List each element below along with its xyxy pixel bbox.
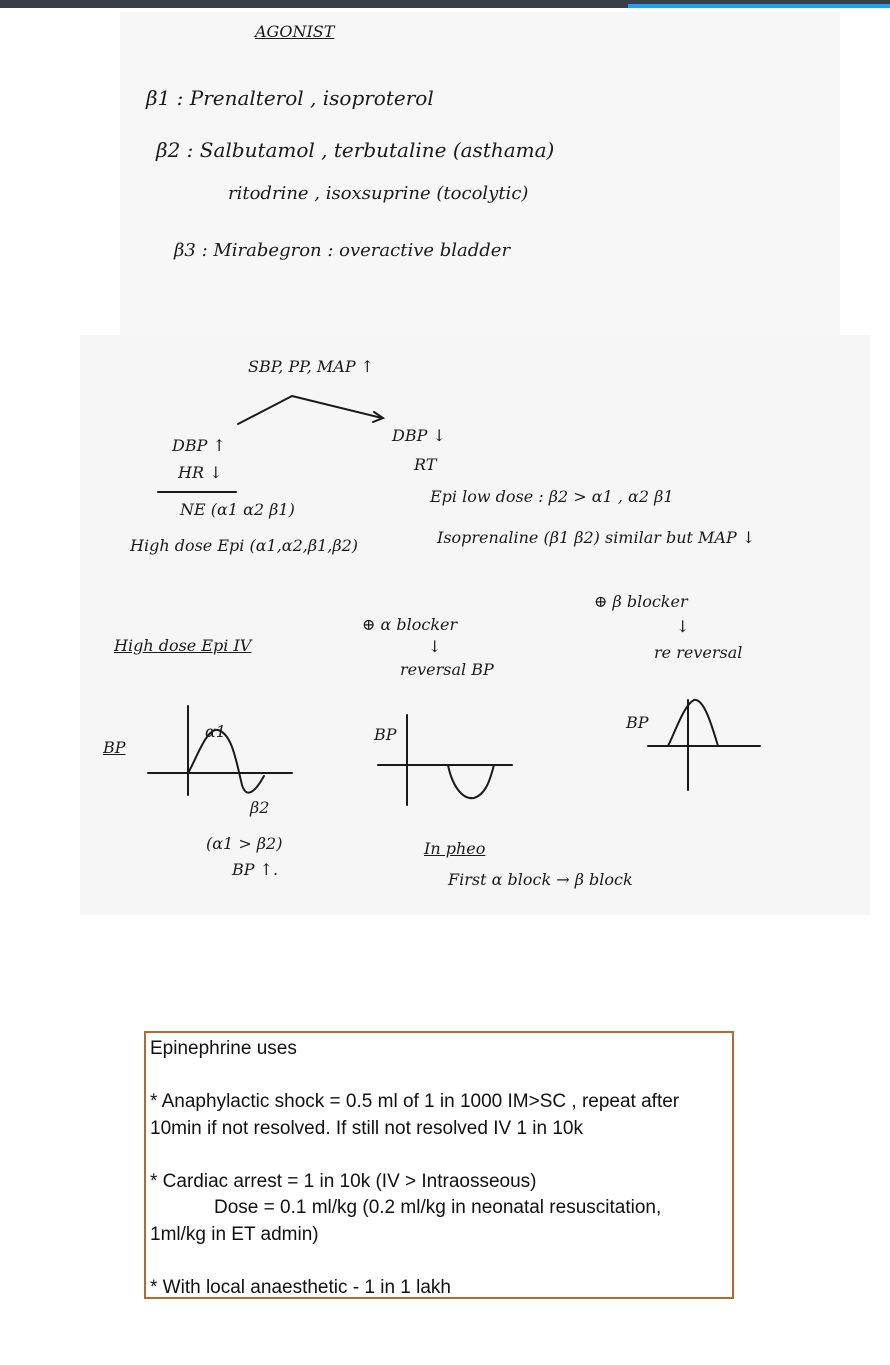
graph2-note1: In pheo [424, 839, 486, 858]
note-effect-top: SBP, PP, MAP ↑ [248, 357, 375, 376]
graph2-title-2: ↓ [428, 637, 442, 656]
graph3-title-1: ⊕ β blocker [594, 592, 688, 611]
epinephrine-uses-box [144, 1031, 734, 1299]
note-right-1: DBP ↓ [392, 426, 446, 445]
graph2-title-3: reversal BP [400, 660, 494, 679]
top-bar [0, 0, 890, 8]
note-b3: β3 : Mirabegron : overactive bladder [174, 240, 511, 261]
note-left-4: High dose Epi (α1,α2,β1,β2) [130, 536, 359, 555]
note-right-4: Isoprenaline (β1 β2) similar but MAP ↓ [437, 528, 756, 547]
handwritten-note-bottom [80, 335, 870, 915]
box-line6: * With local anaesthetic - 1 in 1 lakh [150, 1276, 451, 1298]
graph1-trough-label: β2 [250, 798, 270, 817]
box-line4: Dose = 0.1 ml/kg (0.2 ml/kg in neonatal resuscitation, [214, 1197, 662, 1218]
graph1-peak-label: α1 [205, 722, 226, 741]
note-left-2: HR ↓ [178, 463, 223, 482]
handwritten-note-top [120, 12, 840, 342]
note-right-3: Epi low dose : β2 > α1 , α2 β1 [430, 487, 674, 506]
note-b2-line1: β2 : Salbutamol , terbutaline (asthama) [156, 138, 555, 162]
graph3-title-2: ↓ [676, 617, 690, 636]
box-line2: 10min if not resolved. If still not resolved IV 1 in 10k [150, 1117, 583, 1139]
note-left-3: NE (α1 α2 β1) [180, 500, 295, 519]
graph1-axis-label: BP [103, 738, 126, 757]
note-left-1: DBP ↑ [172, 436, 226, 455]
scroll-progress-bar [628, 4, 890, 8]
note-right-2: RT [414, 455, 437, 474]
graph2-title-1: ⊕ α blocker [362, 615, 458, 634]
graph2-note2: First α block → β block [448, 870, 633, 889]
graph1-title: High dose Epi IV [114, 636, 252, 655]
graph1-note1: (α1 > β2) [206, 834, 283, 853]
box-line1: * Anaphylactic shock = 0.5 ml of 1 in 1000 IM>SC , repeat after [150, 1091, 680, 1112]
graph3-title-3: re reversal [654, 643, 743, 662]
box-line5: 1ml/kg in ET admin) [150, 1223, 319, 1245]
graph1-note2: BP ↑. [232, 860, 279, 879]
note-b1: β1 : Prenalterol , isoproterol [146, 86, 434, 110]
graph3-axis-label: BP [626, 713, 649, 732]
graph2-axis-label: BP [374, 725, 397, 744]
note-b2-line2: ritodrine , isoxsuprine (tocolytic) [228, 183, 529, 204]
note-title: AGONIST [255, 22, 335, 41]
box-line3: * Cardiac arrest = 1 in 10k (IV > Intraosseous) [150, 1170, 537, 1192]
box-heading: Epinephrine uses [150, 1038, 297, 1059]
